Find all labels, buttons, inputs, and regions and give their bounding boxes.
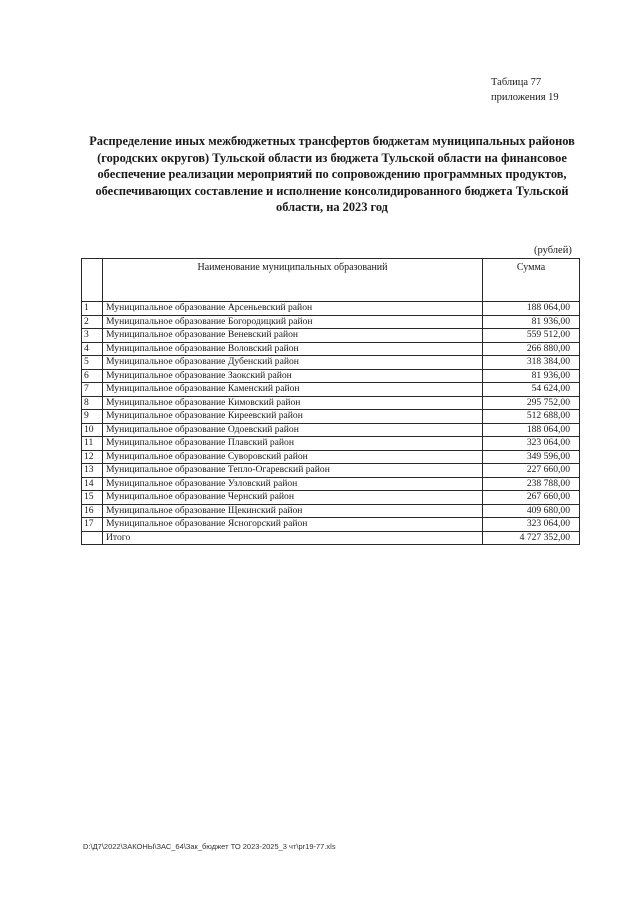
row-amount: 267 660,00 — [483, 491, 580, 505]
row-amount: 349 596,00 — [483, 450, 580, 464]
row-amount: 295 752,00 — [483, 396, 580, 410]
table-row — [82, 477, 580, 491]
table-row — [82, 504, 580, 518]
row-municipality-name: Муниципальное образование Тепло-Огаревский район — [103, 464, 483, 478]
total-row — [82, 531, 580, 544]
row-municipality-name: Муниципальное образование Ясногорский район — [103, 518, 483, 532]
table-row — [82, 423, 580, 437]
row-municipality-name: Муниципальное образование Щекинский район — [103, 504, 483, 518]
row-amount: 512 688,00 — [483, 410, 580, 424]
table-row — [82, 329, 580, 343]
table-row — [82, 356, 580, 370]
row-municipality-name: Муниципальное образование Кимовский район — [103, 396, 483, 410]
row-amount: 188 064,00 — [483, 302, 580, 316]
file-path: D:\Д7\2022\ЗАКОНЫ\ЗАС_64\Зак_бюджет ТО 2023-2025_3 чт\рr19-77.xls — [83, 842, 336, 851]
table-row — [82, 369, 580, 383]
row-amount: 54 624,00 — [483, 383, 580, 397]
table-number: Таблица 77 — [491, 77, 542, 88]
header-name-cell: Наименование муниципальных образований — [103, 259, 483, 302]
row-municipality-name: Муниципальное образование Дубенский район — [103, 356, 483, 370]
row-amount: 238 788,00 — [483, 477, 580, 491]
row-number: 9 — [82, 410, 103, 424]
row-amount: 323 064,00 — [483, 518, 580, 532]
row-amount: 81 936,00 — [483, 315, 580, 329]
document-title: Распределение иных межбюджетных трансфертов бюджетам муниципальных районов (городских округов) Тульской области из бюджета Тульской области на финансовое обеспечение реализации мероприятий по сопровождению программных продуктов, обеспечивающих составление и исполнение консолидированного бюджета Тульской области, на 2023 год — [89, 134, 575, 214]
table-row — [82, 518, 580, 532]
table-header-row — [82, 259, 580, 302]
row-amount: 559 512,00 — [483, 329, 580, 343]
distribution-table — [81, 258, 580, 545]
row-municipality-name: Муниципальное образование Веневский район — [103, 329, 483, 343]
table-row — [82, 450, 580, 464]
row-amount: 266 880,00 — [483, 342, 580, 356]
row-amount: 323 064,00 — [483, 437, 580, 451]
row-number: 4 — [82, 342, 103, 356]
row-municipality-name: Муниципальное образование Заокский район — [103, 369, 483, 383]
row-municipality-name: Муниципальное образование Одоевский район — [103, 423, 483, 437]
row-municipality-name: Муниципальное образование Воловский район — [103, 342, 483, 356]
table-row — [82, 464, 580, 478]
table-row — [82, 396, 580, 410]
row-municipality-name: Муниципальное образование Чернский район — [103, 491, 483, 505]
header-number-cell — [82, 259, 103, 302]
row-number: 11 — [82, 437, 103, 451]
header-sum-cell: Сумма — [483, 259, 580, 302]
table-row — [82, 315, 580, 329]
row-number: 7 — [82, 383, 103, 397]
table-row — [82, 491, 580, 505]
row-municipality-name: Муниципальное образование Киреевский район — [103, 410, 483, 424]
row-number: 14 — [82, 477, 103, 491]
total-number-cell — [82, 531, 103, 544]
row-number: 15 — [82, 491, 103, 505]
row-amount: 318 384,00 — [483, 356, 580, 370]
row-number: 6 — [82, 369, 103, 383]
row-number: 1 — [82, 302, 103, 316]
row-number: 8 — [82, 396, 103, 410]
row-number: 3 — [82, 329, 103, 343]
row-municipality-name: Муниципальное образование Суворовский район — [103, 450, 483, 464]
units-label: (рублей) — [534, 245, 572, 256]
row-municipality-name: Муниципальное образование Плавский район — [103, 437, 483, 451]
row-amount: 227 660,00 — [483, 464, 580, 478]
table-reference — [491, 75, 559, 105]
row-number: 12 — [82, 450, 103, 464]
row-number: 17 — [82, 518, 103, 532]
row-number: 13 — [82, 464, 103, 478]
row-municipality-name: Муниципальное образование Каменский район — [103, 383, 483, 397]
table-row — [82, 410, 580, 424]
row-number: 2 — [82, 315, 103, 329]
table-body — [82, 302, 580, 532]
row-amount: 81 936,00 — [483, 369, 580, 383]
row-municipality-name: Муниципальное образование Узловский район — [103, 477, 483, 491]
row-number: 10 — [82, 423, 103, 437]
table-row — [82, 302, 580, 316]
row-municipality-name: Муниципальное образование Богородицкий район — [103, 315, 483, 329]
total-label: Итого — [103, 531, 483, 544]
table-row — [82, 437, 580, 451]
row-amount: 188 064,00 — [483, 423, 580, 437]
table-row — [82, 342, 580, 356]
appendix-number: приложения 19 — [491, 92, 559, 103]
table-row — [82, 383, 580, 397]
row-amount: 409 680,00 — [483, 504, 580, 518]
total-amount: 4 727 352,00 — [483, 531, 580, 544]
row-number: 16 — [82, 504, 103, 518]
row-number: 5 — [82, 356, 103, 370]
row-municipality-name: Муниципальное образование Арсеньевский район — [103, 302, 483, 316]
